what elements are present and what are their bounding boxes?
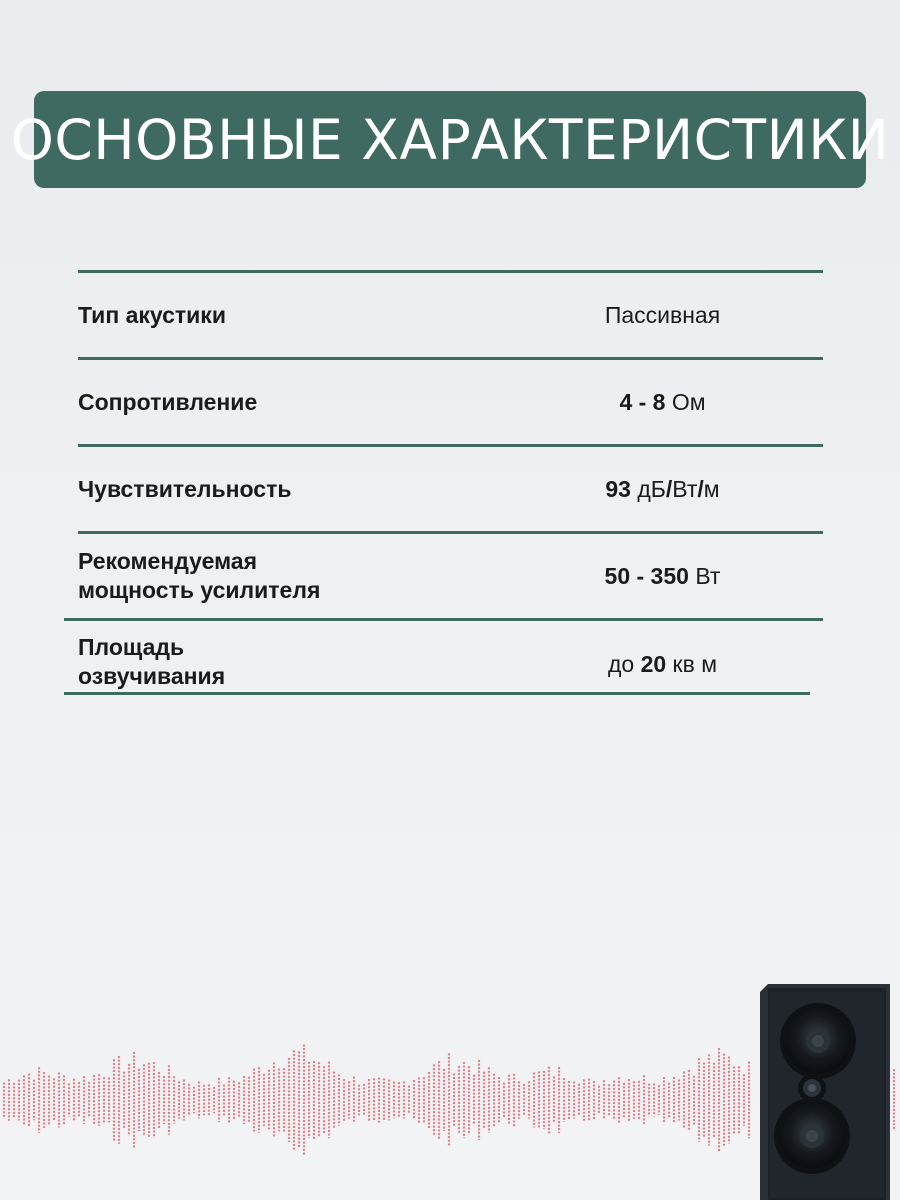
spec-label-type: Тип акустики: [78, 302, 226, 328]
divider: [78, 270, 823, 273]
spec-label-power: Рекомендуемая мощность усилителя: [78, 548, 321, 603]
divider: [78, 444, 823, 447]
divider: [78, 357, 823, 360]
spec-value-power: 50 - 350 Вт: [604, 563, 721, 589]
spec-label-impedance: Сопротивление: [78, 389, 258, 415]
divider: [64, 618, 823, 621]
page-title: ОСНОВНЫЕ ХАРАКТЕРИСТИКИ: [10, 107, 890, 172]
spec-value-sensitivity: 93 дБ/Вт/м: [605, 476, 720, 502]
divider: [64, 692, 810, 695]
spec-value-area: до 20 кв м: [607, 651, 718, 677]
spec-label-area: Площадь озвучивания: [78, 634, 226, 689]
spec-value-type: Пассивная: [604, 302, 721, 328]
spec-label-sensitivity: Чувствительность: [78, 476, 292, 502]
speaker-icon: [760, 984, 890, 1200]
spec-value-impedance: 4 - 8 Ом: [619, 389, 706, 415]
divider: [78, 531, 823, 534]
